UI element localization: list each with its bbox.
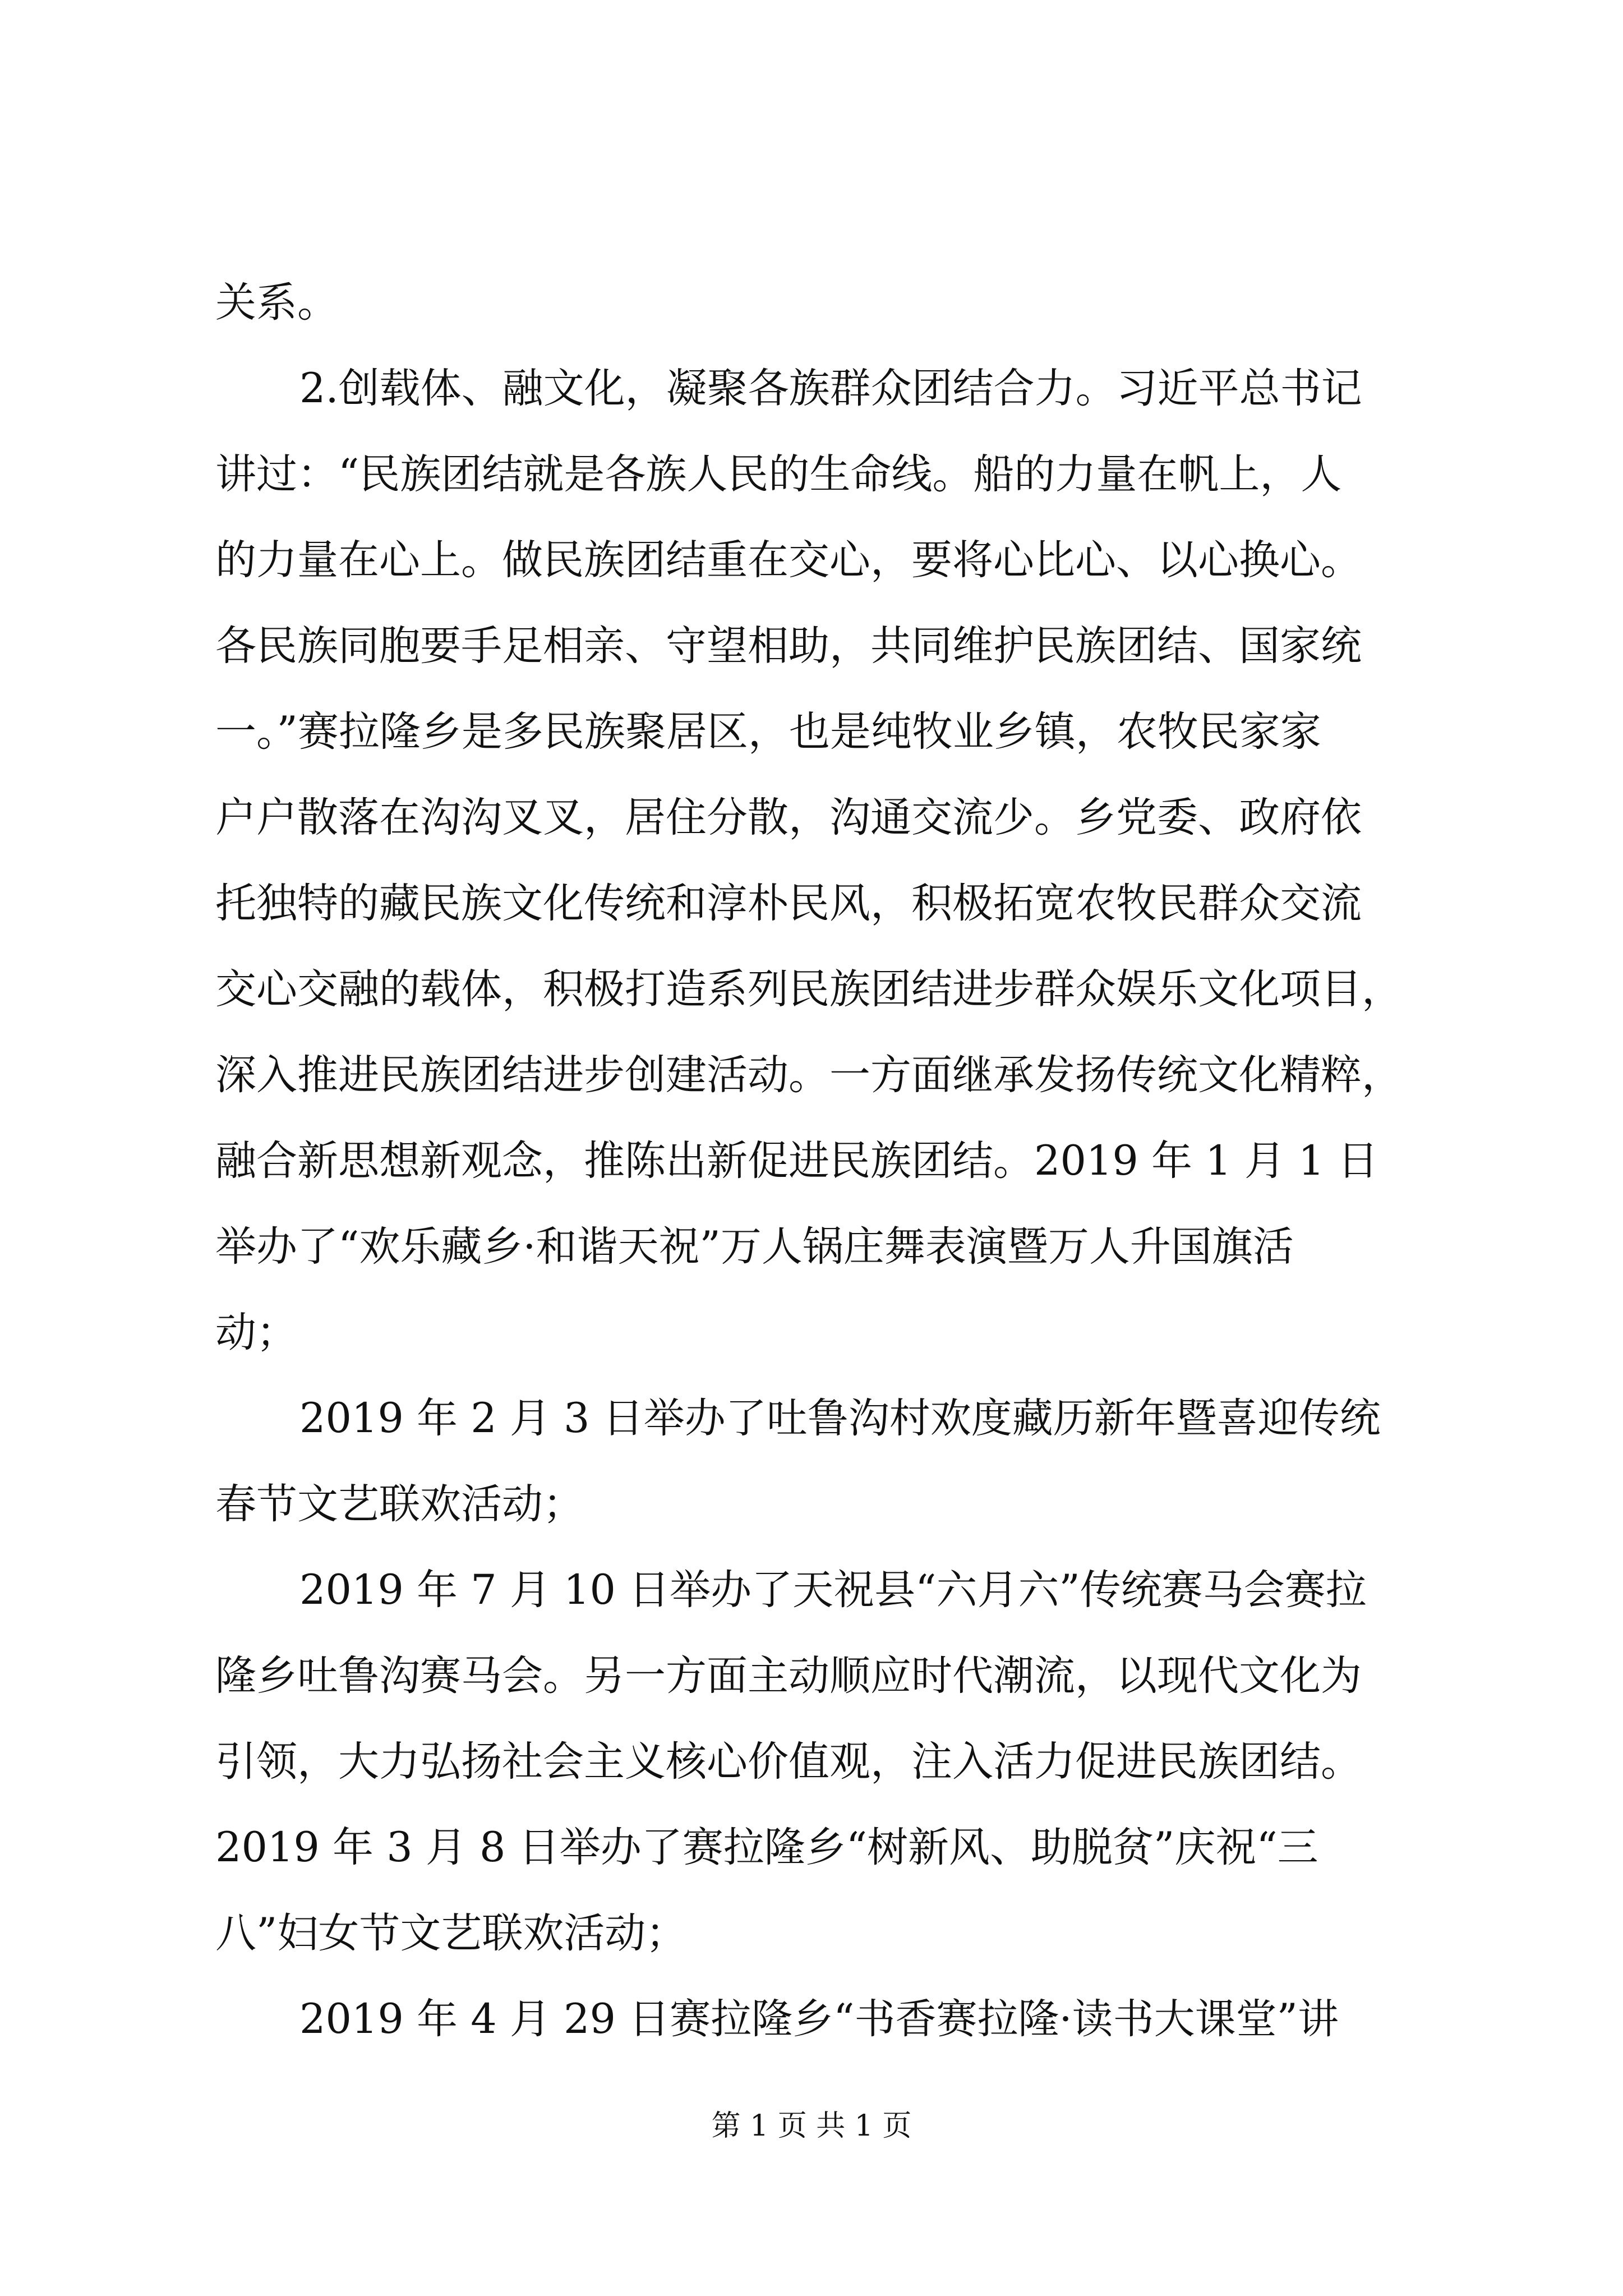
text-line: 托独特的藏民族文化传统和淳朴民风，积极拓宽农牧民群众交流 — [215, 880, 1362, 927]
text-line: 各民族同胞要手足相亲、守望相助，共同维护民族团结、国家统 — [215, 622, 1362, 670]
text-line: 融合新思想新观念，推陈出新促进民族团结。2019 年 1 月 1 日 — [215, 1137, 1378, 1185]
text-line: 隆乡吐鲁沟赛马会。另一方面主动顺应时代潮流，以现代文化为 — [215, 1652, 1362, 1700]
text-line: 2019 年 2 月 3 日举办了吐鲁沟村欢度藏历新年暨喜迎传统 — [299, 1395, 1381, 1442]
text-line: 举办了“欢乐藏乡·和谐天祝”万人锅庄舞表演暨万人升国旗活 — [215, 1223, 1294, 1271]
text-line: 的力量在心上。做民族团结重在交心，要将心比心、以心换心。 — [215, 536, 1362, 584]
text-line: 讲过：“民族团结就是各族人民的生命线。船的力量在帆上，人 — [215, 450, 1342, 498]
text-line: 户户散落在沟沟叉叉，居住分散，沟通交流少。乡党委、政府依 — [215, 794, 1362, 841]
text-line: 交心交融的载体，积极打造系列民族团结进步群众娱乐文化项目， — [215, 965, 1403, 1013]
text-line: 一。”赛拉隆乡是多民族聚居区，也是纯牧业乡镇，农牧民家家 — [215, 708, 1321, 756]
text-line: 2019 年 4 月 29 日赛拉隆乡“书香赛拉隆·读书大课堂”讲 — [299, 1995, 1339, 2043]
text-line: 2019 年 7 月 10 日举办了天祝县“六月六”传统赛马会赛拉 — [299, 1566, 1367, 1614]
text-line: 动； — [215, 1309, 297, 1356]
text-line: 八”妇女节文艺联欢活动； — [215, 1910, 687, 1957]
text-line: 深入推进民族团结进步创建活动。一方面继承发扬传统文化精粹， — [215, 1051, 1403, 1099]
text-line: 引领，大力弘扬社会主义核心价值观，注入活力促进民族团结。 — [215, 1738, 1362, 1786]
text-line: 春节文艺联欢活动； — [215, 1480, 584, 1528]
text-line: 2019 年 3 月 8 日举办了赛拉隆乡“树新风、助脱贫”庆祝“三 — [215, 1824, 1318, 1871]
page-number-footer: 第 1 页 共 1 页 — [711, 2109, 912, 2143]
text-line: 2.创载体、融文化，凝聚各族群众团结合力。习近平总书记 — [299, 365, 1362, 412]
text-line: 关系。 — [215, 279, 338, 326]
